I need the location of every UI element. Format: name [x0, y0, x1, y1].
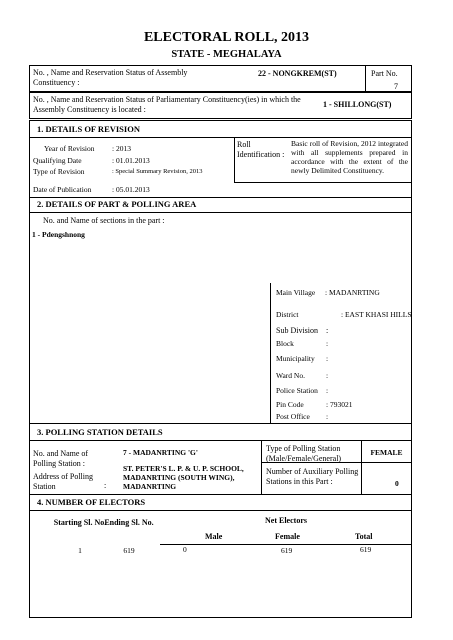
main-village-value: : MADANRTING: [325, 288, 380, 297]
part-value: 7: [394, 82, 398, 91]
district-label: District: [276, 310, 299, 319]
block-label: Block: [276, 339, 294, 348]
roll-identification-label: Roll Identification :: [237, 140, 285, 159]
type-revision-label: Type of Revision: [33, 167, 85, 176]
polling-station-address-colon: :: [104, 481, 107, 490]
polling-station-name-value: 7 - MADANRTING 'G': [123, 448, 198, 457]
polling-station-address-label: Address of Polling Station: [33, 472, 93, 491]
police-station-value: :: [326, 386, 329, 395]
auxiliary-stations-label: Number of Auxiliary Polling Stations in this Part :: [266, 467, 359, 486]
page-title: ELECTORAL ROLL, 2013: [143, 30, 310, 45]
publication-value: : 05.01.2013: [112, 185, 150, 194]
female-count-value: 619: [281, 546, 293, 555]
year-label: Year of Revision: [44, 144, 95, 153]
ward-value: :: [326, 371, 329, 380]
auxiliary-stations-value: 0: [395, 479, 399, 488]
assembly-label: No. , Name and Reservation Status of Assembly Constituency :: [33, 68, 188, 87]
part-divider: [365, 65, 366, 92]
polling-station-heading: 3. POLLING STATION DETAILS: [37, 427, 163, 437]
assembly-value: 22 - NONGKREM(ST): [258, 69, 337, 78]
col-female: Female: [275, 532, 300, 541]
type-revision-value: : Special Summary Revision, 2013: [112, 168, 203, 175]
sections-label: No. and Name of sections in the part :: [43, 216, 165, 225]
electors-heading: 4. NUMBER OF ELECTORS: [37, 497, 146, 507]
male-count-value: 0: [183, 545, 187, 554]
ending-serial-value: 619: [123, 546, 135, 555]
pin-code-value: : 793021: [326, 400, 353, 409]
year-value: : 2013: [112, 144, 131, 153]
polling-station-address-value: ST. PETER'S L. P. & U. P. SCHOOL, MADANRTING (SOUTH WING), MADANRTING: [123, 464, 244, 491]
col-starting: Starting Sl. No.: [53, 518, 107, 527]
col-male: Male: [205, 532, 223, 541]
publication-label: Date of Publication: [33, 185, 92, 194]
post-office-value: :: [326, 412, 329, 421]
subdivision-label: Sub Division: [276, 326, 319, 335]
polling-station-type-value: FEMALE: [370, 448, 403, 457]
roll-identification-text: Basic roll of Revision, 2012 integrated with all supplements prepared in accordance with the extent of the newly Delimited Constituency.: [291, 139, 408, 175]
section-item: 1 - Pdengshnong: [32, 230, 85, 239]
qualifying-label: Qualifying Date: [33, 156, 82, 165]
parliamentary-value: 1 - SHILLONG(ST): [323, 100, 392, 109]
qualifying-value: : 01.01.2013: [112, 156, 150, 165]
post-office-label: Post Office: [276, 412, 310, 421]
starting-serial-value: 1: [78, 546, 82, 555]
subdivision-value: :: [326, 326, 329, 335]
polling-station-name-label: No. and Name of Polling Station :: [33, 449, 89, 468]
district-value: : EAST KHASI HILLS: [341, 310, 412, 319]
revision-heading: 1. DETAILS OF REVISION: [37, 124, 140, 134]
polling-station-type-label: Type of Polling Station (Male/Female/General): [266, 444, 342, 463]
col-total: Total: [355, 532, 373, 541]
main-village-label: Main Village: [276, 288, 316, 297]
state-subtitle: STATE - MEGHALAYA: [171, 49, 282, 60]
total-count-value: 619: [360, 545, 372, 554]
municipality-value: :: [326, 354, 329, 363]
col-ending: Ending Sl. No.: [104, 518, 154, 527]
pin-code-label: Pin Code: [276, 400, 304, 409]
part-area-heading: 2. DETAILS OF PART & POLLING AREA: [37, 199, 197, 209]
parliamentary-label: No. , Name and Reservation Status of Parliamentary Constituency(ies) in which the Assembly Constituency is located :: [33, 95, 301, 114]
municipality-label: Municipality: [276, 354, 315, 363]
part-label: Part No.: [371, 69, 398, 78]
ward-label: Ward No.: [276, 371, 305, 380]
block-value: :: [326, 339, 329, 348]
col-net-electors: Net Electors: [265, 516, 307, 525]
police-station-label: Police Station: [276, 386, 318, 395]
